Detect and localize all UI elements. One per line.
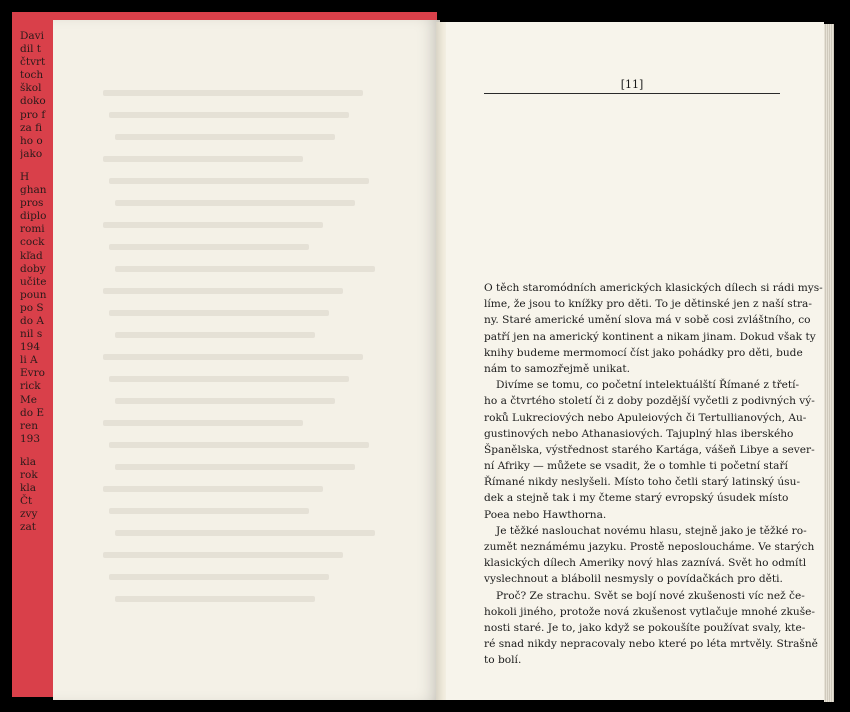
text-line: ho a čtvrtého století či z doby pozdější vyčetli z podivných vý- bbox=[484, 395, 815, 408]
show-through-line bbox=[109, 310, 329, 316]
jacket-line: pros bbox=[20, 197, 44, 210]
show-through-line bbox=[103, 222, 323, 228]
jacket-line: do E bbox=[20, 406, 45, 419]
jacket-line: jako bbox=[20, 147, 43, 160]
jacket-line: rok bbox=[20, 469, 38, 481]
jacket-line: 194 bbox=[20, 341, 41, 354]
text-line: vyslechnout a blábolil nesmysly o povídačkách pro děti. bbox=[484, 573, 783, 586]
show-through-line bbox=[115, 200, 355, 206]
show-through-line bbox=[115, 596, 315, 602]
jacket-line: ghan bbox=[20, 184, 47, 197]
jacket-line: li A bbox=[20, 354, 38, 367]
jacket-line: dil t bbox=[20, 43, 41, 56]
header-rule bbox=[484, 93, 780, 94]
show-through-line bbox=[115, 266, 375, 272]
text-line: Je těžké naslouchat novému hlasu, stejně jako je těžké ro- bbox=[496, 524, 807, 537]
show-through-line bbox=[103, 486, 323, 492]
show-through-line bbox=[115, 530, 375, 536]
paragraph bbox=[484, 280, 823, 377]
text-line: gustinových nebo Athanasiových. Tajuplný hlas iberského bbox=[484, 427, 794, 440]
left-page bbox=[53, 20, 440, 700]
jacket-line: rick bbox=[20, 380, 41, 393]
show-through-line bbox=[109, 508, 309, 514]
text-line: roků Lukreciových nebo Apuleiových či Tertullianových, Au- bbox=[484, 411, 807, 424]
jacket-line: nil s bbox=[20, 328, 43, 341]
paragraph bbox=[484, 588, 818, 669]
jacket-line: ho o bbox=[20, 134, 43, 147]
show-through-line bbox=[109, 574, 329, 580]
jacket-line: ren bbox=[20, 419, 38, 432]
show-through-line bbox=[103, 288, 343, 294]
show-through-line bbox=[109, 112, 349, 118]
text-line: O těch staromódních amerických klasických dílech si rádi mys- bbox=[484, 282, 823, 294]
jacket-line: do A bbox=[20, 314, 44, 327]
text-line: hokoli jiného, protože nová zkušenost vytlačuje mnohé zkuše- bbox=[484, 605, 816, 618]
show-through-line bbox=[115, 464, 355, 470]
jacket-line: diplo bbox=[20, 210, 47, 223]
text-line: Římané nikdy neslyšeli. Místo toho četli starý latinský úsu- bbox=[484, 476, 801, 489]
text-line: ní Afriky — můžete se vsadit, že o tomhle ti početní staří bbox=[484, 460, 788, 473]
show-through-line bbox=[103, 90, 363, 96]
show-through-line bbox=[109, 442, 369, 448]
body-text bbox=[484, 280, 823, 669]
text-line: Divíme se tomu, co početní intelektuálští Římané z třetí- bbox=[496, 379, 800, 392]
page-number: [11] bbox=[620, 78, 644, 91]
show-through-line bbox=[103, 354, 363, 360]
text-line: Proč? Ze strachu. Svět se bojí nové zkušenosti víc než če- bbox=[496, 589, 805, 602]
text-line: nám to samozřejmě unikat. bbox=[484, 362, 631, 375]
text-line: knihy budeme mermomocí číst jako pohádky pro děti, bude bbox=[484, 346, 803, 359]
text-line: dek a stejně tak i my čteme starý evropský úsudek místo bbox=[484, 492, 789, 505]
text-line: ny. Staré americké umění slova má v sobě cosi zvláštního, co bbox=[484, 314, 811, 327]
text-line: Poea nebo Hawthorna. bbox=[484, 508, 607, 521]
jacket-line: Evro bbox=[20, 367, 45, 380]
jacket-line: poun bbox=[20, 288, 47, 301]
jacket-line: učite bbox=[20, 275, 47, 288]
jacket-line: cock bbox=[20, 236, 45, 249]
jacket-line: zvy bbox=[20, 508, 38, 521]
jacket-line: romi bbox=[20, 223, 45, 236]
jacket-line: kla bbox=[20, 455, 36, 468]
text-line: nosti staré. Je to, jako když se pokoušíte používat svaly, kte- bbox=[484, 621, 806, 634]
jacket-line: kľad bbox=[20, 249, 43, 262]
jacket-line: H bbox=[20, 170, 30, 183]
jacket-line: Davi bbox=[20, 30, 44, 42]
jacket-line: doko bbox=[20, 95, 46, 108]
jacket-line: kla bbox=[20, 482, 36, 495]
show-through-line bbox=[103, 552, 343, 558]
jacket-line: Čt bbox=[20, 495, 33, 508]
jacket-line: zat bbox=[20, 521, 37, 534]
text-line: Španělska, výstřednost starého Kartága, vášeň Libye a sever- bbox=[484, 443, 815, 456]
paragraph bbox=[484, 523, 815, 588]
text-line: líme, že jsou to knížky pro děti. To je dětinské jen z naší stra- bbox=[484, 298, 812, 311]
show-through-line bbox=[103, 156, 303, 162]
show-through-line bbox=[109, 178, 369, 184]
show-through-line bbox=[109, 376, 349, 382]
paragraph bbox=[484, 377, 815, 523]
show-through-line bbox=[115, 134, 335, 140]
jacket-line: za fi bbox=[20, 121, 43, 134]
page-edges bbox=[824, 24, 834, 702]
jacket-line: škol bbox=[20, 82, 42, 95]
text-line: to bolí. bbox=[484, 654, 522, 667]
text-line: patří jen na americký kontinent a nikam jinam. Dokud však ty bbox=[484, 330, 816, 343]
show-through-line bbox=[115, 398, 335, 404]
jacket-line: toch bbox=[20, 69, 44, 82]
jacket-line: Me bbox=[20, 393, 37, 406]
show-through-line bbox=[103, 420, 303, 426]
text-line: zumět neznámému jazyku. Prostě neposloucháme. Ve starých bbox=[484, 541, 815, 553]
jacket-line: doby bbox=[20, 262, 46, 275]
text-line: ré snad nikdy nepracovaly nebo které po léta mrtvěly. Strašně bbox=[484, 638, 818, 651]
jacket-line: pro f bbox=[20, 108, 46, 121]
show-through-line bbox=[115, 332, 315, 338]
jacket-line: čtvrt bbox=[20, 56, 46, 69]
jacket-line: po S bbox=[20, 301, 44, 314]
jacket-line: 193 bbox=[20, 432, 41, 445]
text-line: klasických dílech Ameriky nový hlas zaznívá. Svět ho odmítl bbox=[484, 557, 807, 570]
show-through-line bbox=[109, 244, 309, 250]
